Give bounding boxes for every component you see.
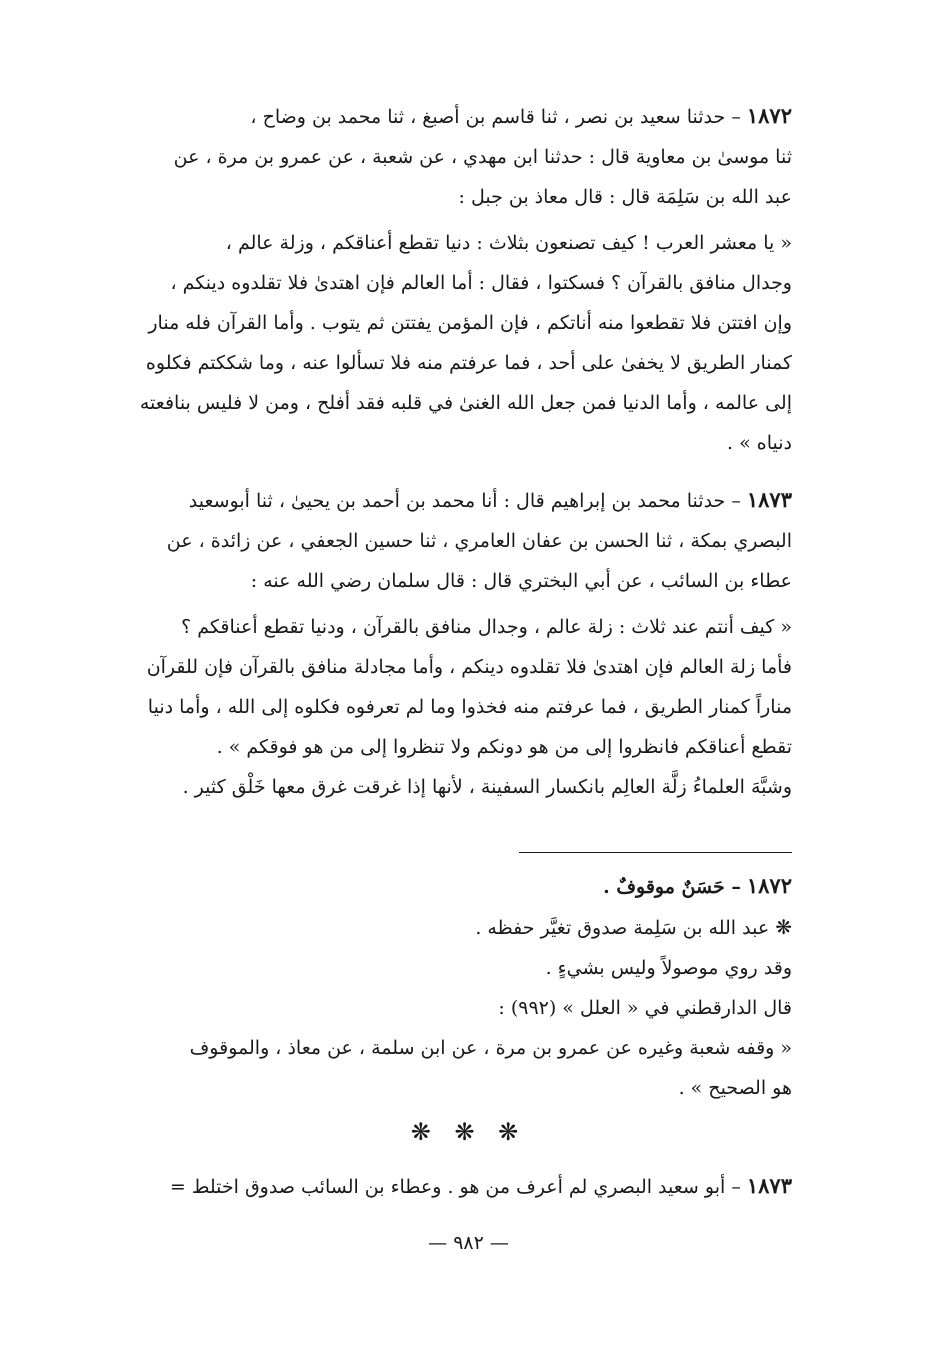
text-line: دنياه » .	[727, 432, 792, 454]
asterism-icon: ❋	[775, 915, 792, 939]
footnote-number: ١٨٧٣	[746, 1173, 792, 1198]
footnote-separator	[519, 852, 792, 853]
text-line: تقطع أعناقكم فانظروا إلى من هو دونكم ولا تنظروا إلى من هو فوقكم » .	[216, 736, 792, 758]
hadith-number: ١٨٧٣	[746, 487, 792, 512]
text-line: إلى عالمه ، وأما الدنيا فمن جعل الله الغنىٰ في قلبه فقد أفلح ، ومن لا فليس بنافعته	[139, 392, 792, 414]
footnote-1872-heading	[102, 866, 792, 907]
text-line: البصري بمكة ، ثنا الحسن بن عفان العامري ، ثنا حسين الجعفي ، عن زائدة ، عن	[166, 530, 792, 552]
footnote-1872	[102, 866, 792, 1108]
footnote-line: « وقفه شعبة وغيره عن عمرو بن مرة ، عن ابن سلمة ، عن معاذ ، والموقوف	[189, 1037, 792, 1059]
text-line: وجدال منافق بالقرآن ؟ فسكتوا ، فقال : أما العالم فإن اهتدىٰ فلا تقلدوه دينكم ،	[170, 272, 792, 294]
text-line: كمنار الطريق لا يخفىٰ على أحد ، فما عرفتم منه فلا تسألوا عنه ، وما شككتم فكلوه	[145, 352, 792, 374]
text-line: ثنا موسىٰ بن معاوية قال : حدثنا ابن مهدي ، عن شعبة ، عن عمرو بن مرة ، عن	[173, 146, 792, 168]
text-line: عطاء بن السائب ، عن أبي البختري قال : قال سلمان رضي الله عنه :	[250, 570, 792, 592]
hadith-number: ١٨٧٢	[746, 103, 792, 128]
footnote-1873-line: ١٨٧٣ – أبو سعيد البصري لم أعرف من هو . وعطاء بن السائب صدوق اختلط =	[169, 1173, 792, 1198]
hadith-1873	[102, 480, 792, 807]
footnote-line: ❋ عبد الله بن سَلِمة صدوق تغيَّر حفظه .	[475, 915, 792, 939]
hadith-1872	[102, 96, 792, 463]
page-number: — ٩٨٢ —	[428, 1232, 509, 1254]
text-line: مناراً كمنار الطريق ، فما عرفتم منه فخذوا وما لم تعرفوه فكلوه إلى الله ، وأما دنيا	[147, 696, 792, 718]
footnote-1873	[102, 1166, 792, 1207]
footnote-grade: – حَسَنٌ موقوفٌ .	[603, 876, 741, 898]
text-line: فأما زلة العالم فإن اهتدىٰ فلا تقلدوه دينكم ، وأما مجادلة منافق بالقرآن فإن للقرآن	[146, 656, 792, 678]
text-line: وشبَّهَ العلماءُ زلَّة العالِم بانكسار السفينة ، لأنها إذا غرقت غرق معها خَلْق كثير .	[182, 776, 792, 798]
hadith-1873-line-1: ١٨٧٣ – حدثنا محمد بن إبراهيم قال : أنا محمد بن أحمد بن يحيىٰ ، ثنا أبوسعيد	[188, 487, 792, 512]
text-line: « كيف أنتم عند ثلاث : زلة عالم ، وجدال منافق بالقرآن ، ودنيا تقطع أعناقكم ؟	[181, 616, 792, 638]
hadith-1872-line-1: ١٨٧٢ – حدثنا سعيد بن نصر ، ثنا قاسم بن أصبغ ، ثنا محمد بن وضاح ،	[250, 103, 792, 128]
footnote-number: ١٨٧٢	[746, 873, 792, 898]
text-line: « يا معشر العرب ! كيف تصنعون بثلاث : دنيا تقطع أعناقكم ، وزلة عالم ،	[225, 232, 792, 254]
footnote-line: هو الصحيح » .	[678, 1077, 792, 1099]
footnote-line: قال الدارقطني في « العلل » (٩٩٢) :	[498, 997, 792, 1019]
footnote-line: وقد روي موصولاً وليس بشيءٍ .	[545, 957, 792, 979]
text-line: عبد الله بن سَلِمَة قال : قال معاذ بن جبل :	[458, 186, 792, 208]
section-separator-stars: ❋ ❋ ❋	[410, 1118, 527, 1146]
text-line: وإن افتتن فلا تقطعوا منه أناتكم ، فإن المؤمن يفتتن ثم يتوب . وأما القرآن فله منار	[148, 312, 792, 334]
